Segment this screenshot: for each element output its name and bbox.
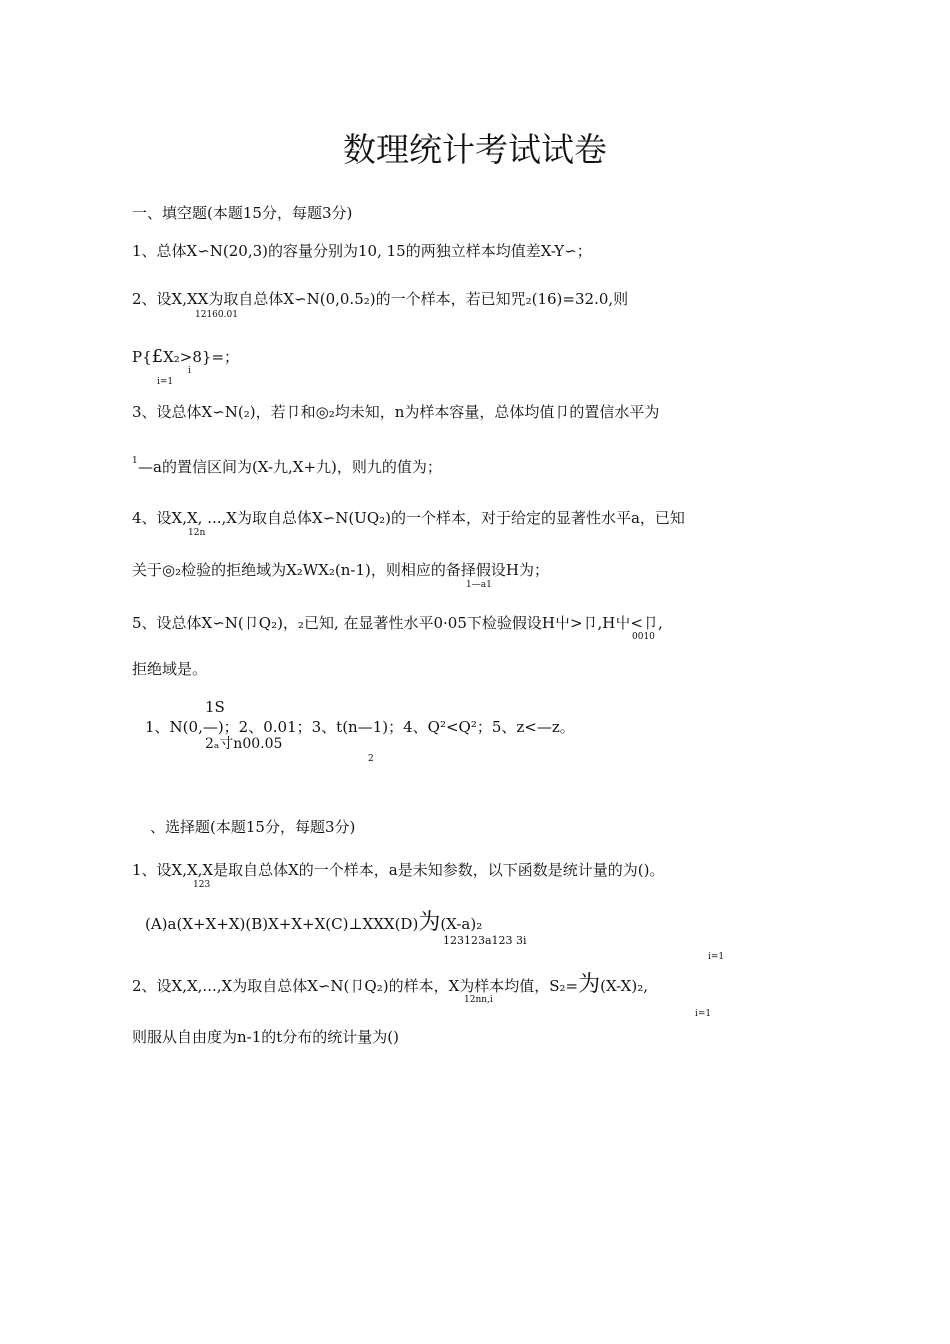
option-d-expression: (X-a)₂	[440, 915, 483, 933]
question-2-1-options	[145, 910, 483, 935]
answer-subscript: 2	[368, 754, 374, 764]
question-1-1: 1、总体X∽N(20,3)的容量分别为10, 15的两独立样本均值差X-Y∽；	[132, 242, 592, 260]
question-1-5-subscript: 0010	[632, 632, 655, 642]
question-1-5-line2: 拒绝域是。	[132, 660, 208, 678]
question-1-5-line1: 5、设总体X∽N(卩Q₂)，₂已知, 在显著性水平0·05下检验假设H屮>卩,H屮<卩,	[132, 614, 663, 632]
options-a-to-d: (A)a(X+X+X)(B)X+X+X(C)⊥XXX(D)	[145, 915, 419, 933]
section1-heading: 一、填空题(本题15分，每题3分)	[132, 204, 353, 222]
probability-open: P{	[132, 348, 152, 366]
question-2-1-subscript: 123	[193, 880, 211, 890]
question-2-2-text: 2、设X,X,...,X为取自总体X∽N(卩Q₂)的样本，X为样本均值，S₂=	[132, 977, 579, 995]
question-1-4-line1: 4、设X,X, ...,X为取自总体X∽N(UQ₂)的一个样本，对于给定的显著性水平a，已知	[132, 509, 685, 527]
question-2-1-line1: 1、设X,X,X是取自总体X的一个样本，a是未知参数，以下函数是统计量的为()。	[132, 861, 665, 879]
question-2-2-line2: 则服从自由度为n-1的t分布的统计量为()	[132, 1028, 400, 1046]
question-1-3-line1: 3、设总体X∽N(₂)，若卩和◎₂均未知，n为样本容量，总体均值卩的置信水平为	[132, 403, 660, 421]
sum-lower-limit: i=1	[708, 952, 725, 962]
question-2-2-line1	[132, 972, 648, 997]
question-2-1-options-subscript: 123123a123 3i	[443, 934, 527, 947]
question-1-4-subscript2: 1—a1	[466, 580, 492, 590]
sum-lower-limit: i=1	[157, 377, 174, 387]
question-1-2-line1: 2、设X,XX为取自总体X∽N(0,0.5₂)的一个样本，若已知咒₂(16)=32.0,则	[132, 290, 629, 308]
question-2-2-subscript: 12nn,i	[464, 995, 493, 1005]
section2-heading: 、选择题(本题15分，每题3分)	[150, 818, 356, 836]
answer-fraction-top: 1S	[205, 698, 225, 716]
question-1-3-line2: —a的置信区间为(X-九,X+九)，则九的值为；	[138, 458, 442, 476]
answer-key: 1、N(0,—)；2、0.01；3、t(n—1)；4、Q²<Q²；5、z<—z。	[145, 718, 575, 736]
question-1-4-line2: 关于◎₂检验的拒绝域为X₂WX₂(n-1)，则相应的备择假设H为；	[132, 561, 549, 579]
sample-variance-expression: (X-X)₂,	[600, 977, 648, 995]
page-title: 数理统计考试试卷	[343, 130, 607, 169]
sum-index: i	[188, 366, 191, 376]
question-1-3-superscript: 1	[132, 456, 138, 466]
question-1-2-line2	[132, 348, 239, 366]
probability-close: X₂>8}=；	[163, 348, 240, 366]
question-1-4-subscript: 12n	[188, 528, 206, 538]
question-1-2-subscript: 12160.01	[195, 310, 238, 320]
sum-symbol: 为	[578, 972, 601, 997]
sum-lower-limit: i=1	[695, 1009, 712, 1019]
sum-symbol: 为	[418, 910, 441, 935]
sum-symbol: £	[151, 346, 164, 367]
answer-fraction-bottom: 2ₐ寸n00.05	[205, 736, 283, 752]
